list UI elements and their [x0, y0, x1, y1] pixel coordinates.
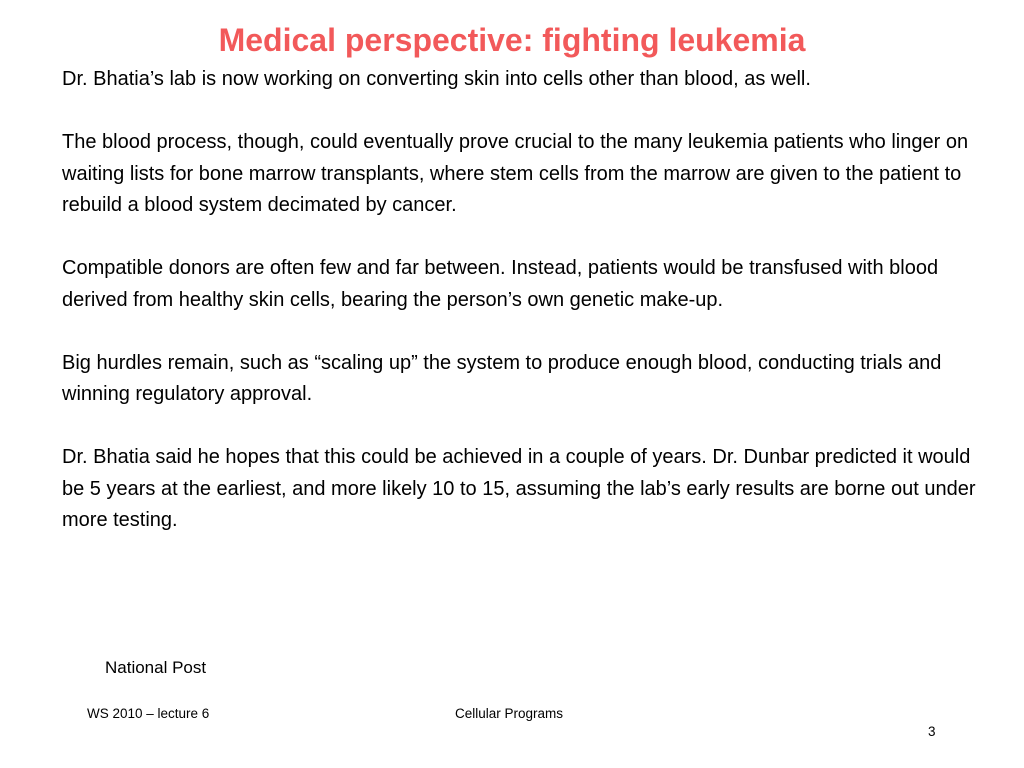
page-number: 3 [928, 724, 936, 739]
footer-topic-label: Cellular Programs [455, 706, 564, 721]
paragraph-blood-process: The blood process, though, could eventually prove crucial to the many leukemia patients who linger on waiting lists for bone marrow transplants, where stem cells from the marrow are given to the patient to rebuild a blood system decimated by cancer. [62, 131, 969, 216]
source-label: National Post [105, 658, 207, 677]
paragraph-timeline: Dr. Bhatia said he hopes that this could be achieved in a couple of years. Dr. Dunbar predicted it would be 5 years at the earliest, and more likely 10 to 15, assuming the lab’s early results are borne out under more testing. [62, 446, 976, 531]
paragraph-hurdles: Big hurdles remain, such as “scaling up” the system to produce enough blood, conducting trials and winning regulatory approval. [62, 351, 942, 405]
footer-course-label: WS 2010 – lecture 6 [87, 706, 210, 721]
paragraph-lab-work: Dr. Bhatia’s lab is now working on converting skin into cells other than blood, as well. [62, 68, 811, 90]
slide-body [62, 64, 982, 537]
slide-title: Medical perspective: fighting leukemia [218, 22, 806, 58]
paragraph-compatible-donors: Compatible donors are often few and far between. Instead, patients would be transfused with blood derived from healthy skin cells, bearing the person’s own genetic make-up. [62, 257, 939, 311]
